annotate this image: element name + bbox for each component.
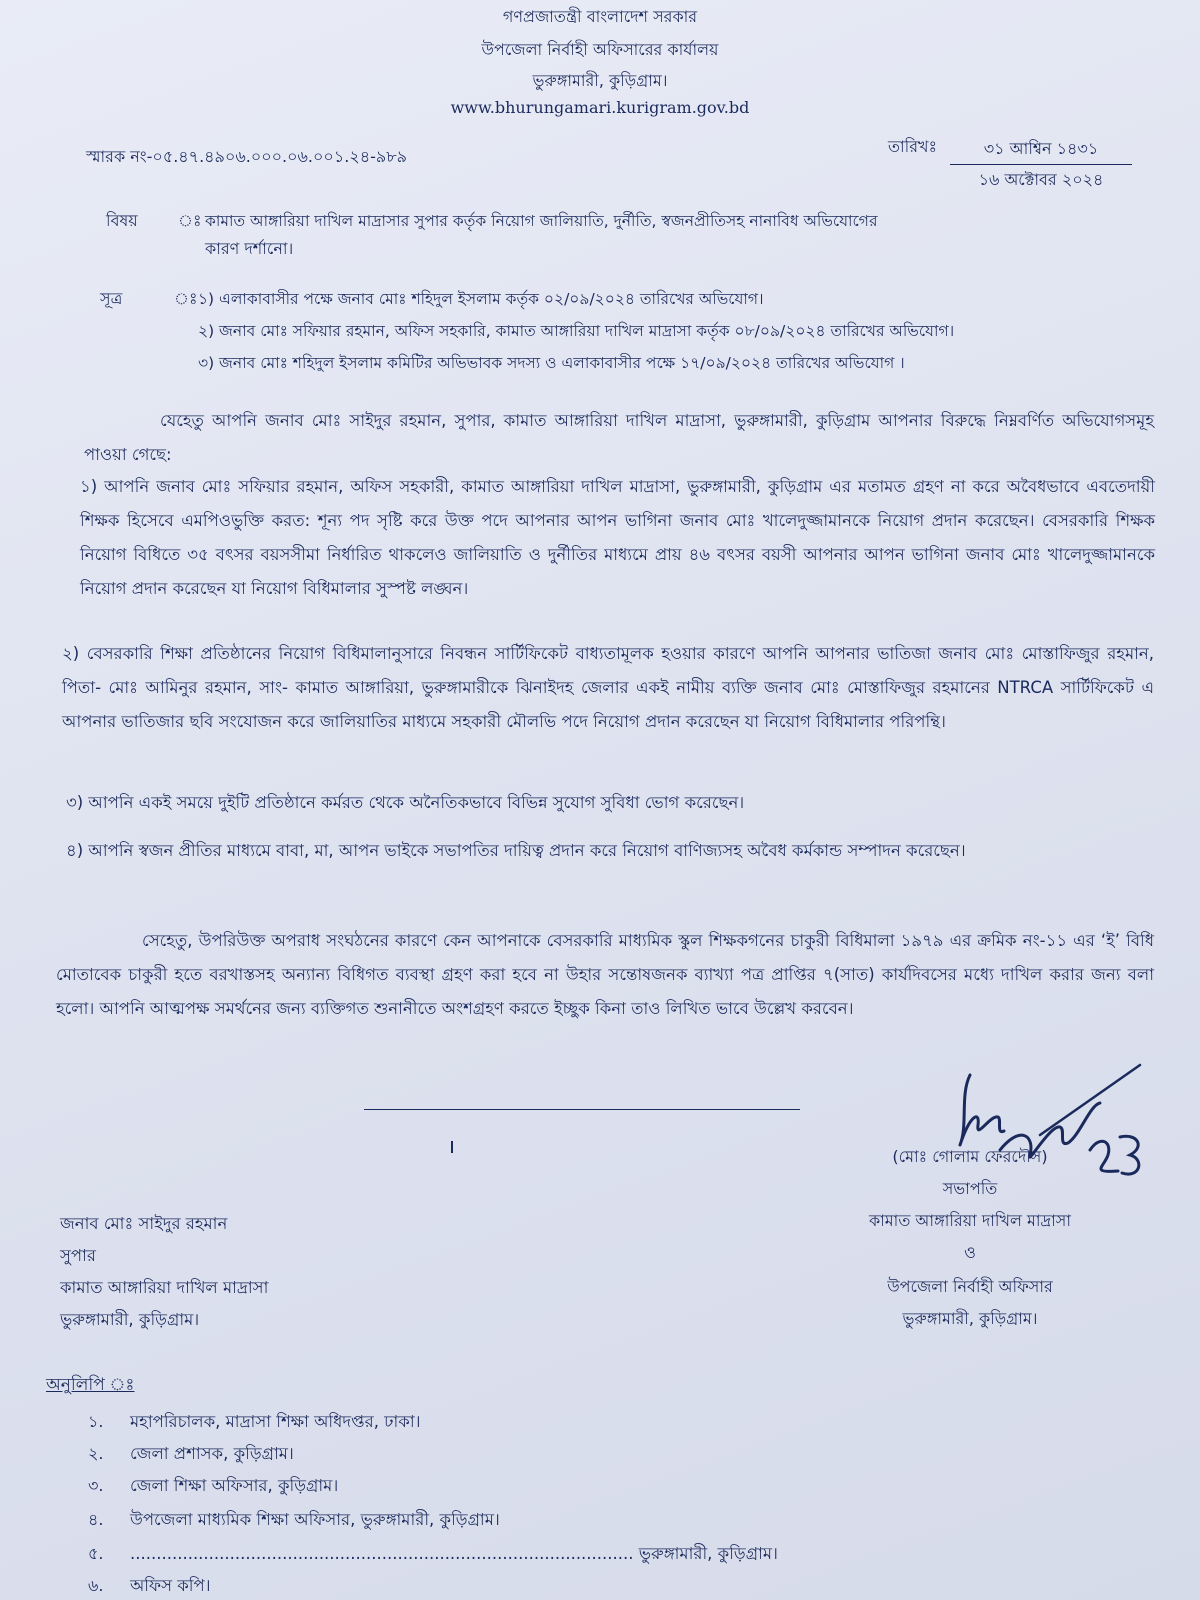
recipient-org: কামাত আঙ্গারিয়া দাখিল মাদ্রাসা: [60, 1278, 269, 1297]
subject-label: বিষয়: [106, 211, 138, 230]
recipient-title: সুপার: [60, 1246, 96, 1265]
subject-line-2: কারণ দর্শানো।: [205, 239, 294, 258]
recipient-place: ভুরুঙ্গামারী, কুড়িগ্রাম।: [60, 1310, 200, 1329]
allegation-3: ৩) আপনি একই সময়ে দুইটি প্রতিষ্ঠানে কর্মরত থেকে অনৈতিকভাবে বিভিন্ন সুযোগ সুবিধা ভোগ করেছেন।: [66, 793, 745, 812]
copy-item-number: ১.: [88, 1412, 104, 1431]
copy-label: অনুলিপি ঃ: [46, 1375, 135, 1395]
copy-item-text: অফিস কপি।: [130, 1576, 211, 1595]
signatory-title: সভাপতি: [942, 1179, 998, 1198]
copy-item-text: জেলা শিক্ষা অফিসার, কুড়িগ্রাম।: [130, 1476, 339, 1495]
subject-line-1: কামাত আঙ্গারিয়া দাখিল মাদ্রাসার সুপার কর্তৃক নিয়োগ জালিয়াতি, দুর্নীতি, স্বজনপ্রীতিসহ নানাবিধ অভিযোগের: [205, 212, 878, 230]
copy-item-number: ৫.: [88, 1544, 104, 1563]
copy-item-number: ২.: [88, 1444, 104, 1463]
signatory-name: (মোঃ গোলাম ফেরদৌস): [892, 1147, 1048, 1166]
copy-item-number: ৬.: [88, 1576, 104, 1595]
memo-reference: স্মারক নং-০৫.৪৭.৪৯০৬.০০০.০৬.০০১.২৪-৯৮৯: [86, 147, 408, 166]
copy-item-text: মহাপরিচালক, মাদ্রাসা শিক্ষা অধিদপ্তর, ঢাকা।: [130, 1412, 421, 1431]
reference-item-3: ৩) জনাব মোঃ শহিদুল ইসলাম কমিটির অভিভাবক সদস্য ও এলাকাবাসীর পক্ষে ১৭/০৯/২০২৪ তারিখের অভিযোগ ।: [198, 354, 905, 372]
tick-mark: [451, 1141, 453, 1153]
recipient-name: জনাব মোঃ সাইদুর রহমান: [60, 1214, 228, 1233]
signatory-org: কামাত আঙ্গারিয়া দাখিল মাদ্রাসা: [868, 1211, 1072, 1230]
signature-rule: [364, 1109, 800, 1110]
date-bangla: ৩১ আশ্বিন ১৪৩১: [983, 139, 1099, 158]
date-english: ১৬ অক্টোবর ২০২৪: [978, 170, 1104, 189]
allegation-4: ৪) আপনি স্বজন প্রীতির মাধ্যমে বাবা, মা, আপন ভাইকে সভাপতির দায়িত্ব প্রদান করে নিয়োগ বাণিজ্যসহ অবৈধ কর্মকান্ড সম্পাদন করেছেন।: [66, 841, 966, 860]
reference-colon: ঃ: [174, 289, 198, 308]
date-label: তারিখঃ: [888, 137, 938, 156]
government-name: গণপ্রজাতন্ত্রী বাংলাদেশ সরকার: [502, 7, 698, 26]
copy-item-text: ................................................................................................ ভুরুঙ্গামারী, কুড়িগ্রাম।: [130, 1544, 778, 1563]
office-website: www.bhurungamari.kurigram.gov.bd: [450, 98, 750, 117]
date-block: [950, 136, 1132, 193]
signatory-designation: উপজেলা নির্বাহী অফিসার: [887, 1277, 1053, 1296]
copy-item-number: ৪.: [88, 1510, 104, 1529]
signatory-place: ভুরুঙ্গামারী, কুড়িগ্রাম।: [902, 1309, 1038, 1328]
allegation-2: ২) বেসরকারি শিক্ষা প্রতিষ্ঠানের নিয়োগ বিধিমালানুসারে নিবন্ধন সার্টিফিকেট বাধ্যতামূলক হওয়ার কারণে আপনি আপনার ভাতিজা জনাব মোঃ মোস্তাফিজুর রহমান, পিতা- মোঃ আমিনুর রহমান, সাং- কামাত আঙ্গারিয়া, ভুরুঙ্গামারীকে ঝিনাইদহ জেলার একই নামীয় ব্যক্তি জনাব মোঃ মোস্তাফিজুর রহমানের NTRCA সার্টিফিকেট এ আপনার ভাতিজার ছবি সংযোজন করে জালিয়াতির মাধ্যমে সহকারী মৌলভি পদে নিয়োগ প্রদান করেছেন যা নিয়োগ বিধিমালার পরিপন্থি।: [62, 644, 1154, 731]
copy-item-text: উপজেলা মাধ্যমিক শিক্ষা অফিসার, ভুরুঙ্গামারী, কুড়িগ্রাম।: [130, 1510, 500, 1529]
office-name: উপজেলা নির্বাহী অফিসারের কার্যালয়: [481, 40, 719, 59]
date-divider: [950, 164, 1132, 165]
subject-colon: ঃ: [178, 211, 202, 230]
signatory-and: ও: [964, 1243, 976, 1262]
office-location: ভুরুঙ্গামারী, কুড়িগ্রাম।: [532, 71, 668, 90]
conclusion-paragraph: সেহেতু, উপরিউক্ত অপরাধ সংঘঠনের কারণে কেন আপনাকে বেসরকারি মাধ্যমিক স্কুল শিক্ষকগনের চাকুরী বিধিমালা ১৯৭৯ এর ক্রমিক নং-১১ এর ‘ই’ বিধি মোতাবেক চাকুরী হতে বরখাস্তসহ অন্যান্য বিধিগত ব্যবস্থা গ্রহণ করা হবে না উহার সন্তোষজনক ব্যাখ্যা পত্র প্রাপ্তির ৭(সাত) কার্যদিবসের মধ্যে দাখিল করার জন্য বলা হলো। আপনি আত্মপক্ষ সমর্থনের জন্য ব্যক্তিগত শুনানীতে অংশগ্রহণ করতে ইচ্ছুক কিনা তাও লিখিত ভাবে উল্লেখ করবেন।: [56, 931, 1154, 1018]
reference-item-1: ১) এলাকাবাসীর পক্ষে জনাব মোঃ শহিদুল ইসলাম কর্তৃক ০২/০৯/২০২৪ তারিখের অভিযোগ।: [198, 290, 764, 308]
copy-item-text: জেলা প্রশাসক, কুড়িগ্রাম।: [130, 1444, 294, 1463]
reference-item-2: ২) জনাব মোঃ সফিয়ার রহমান, অফিস সহকারি, কামাত আঙ্গারিয়া দাখিল মাদ্রাসা কর্তৃক ০৮/০৯/২০২৪ তারিখের অভিযোগ।: [198, 322, 955, 340]
allegation-1: ১) আপনি জনাব মোঃ সফিয়ার রহমান, অফিস সহকারী, কামাত আঙ্গারিয়া দাখিল মাদ্রাসা, ভুরুঙ্গামারী, কুড়িগ্রাম এর মতামত গ্রহণ না করে অবৈধভাবে এবতেদায়ী শিক্ষক হিসেবে এমপিওভুক্তি করত: শূন্য পদ সৃষ্টি করে উক্ত পদে আপনার আপন ভাগিনা জনাব মোঃ খালেদুজ্জামানকে নিয়োগ প্রদান করেছেন। বেসরকারি শিক্ষক নিয়োগ বিধিতে ৩৫ বৎসর বয়সসীমা নির্ধারিত থাকলেও জালিয়াতি ও দুর্নীতির মাধ্যমে প্রায় ৪৬ বৎসর বয়সী আপনার আপন ভাগিনা জনাব মোঃ খালেদুজ্জামানকে নিয়োগ প্রদান করেছেন যা নিয়োগ বিধিমালার সুস্পষ্ট লঙ্ঘন।: [80, 477, 1155, 598]
intro-paragraph: যেহেতু আপনি জনাব মোঃ সাইদুর রহমান, সুপার, কামাত আঙ্গারিয়া দাখিল মাদ্রাসা, ভুরুঙ্গামারী, কুড়িগ্রাম আপনার বিরুদ্ধে নিম্নবর্ণিত অভিযোগসমূহ পাওয়া গেছে:: [84, 411, 1154, 464]
copy-item-number: ৩.: [88, 1476, 104, 1495]
reference-label: সূত্র: [100, 289, 123, 308]
